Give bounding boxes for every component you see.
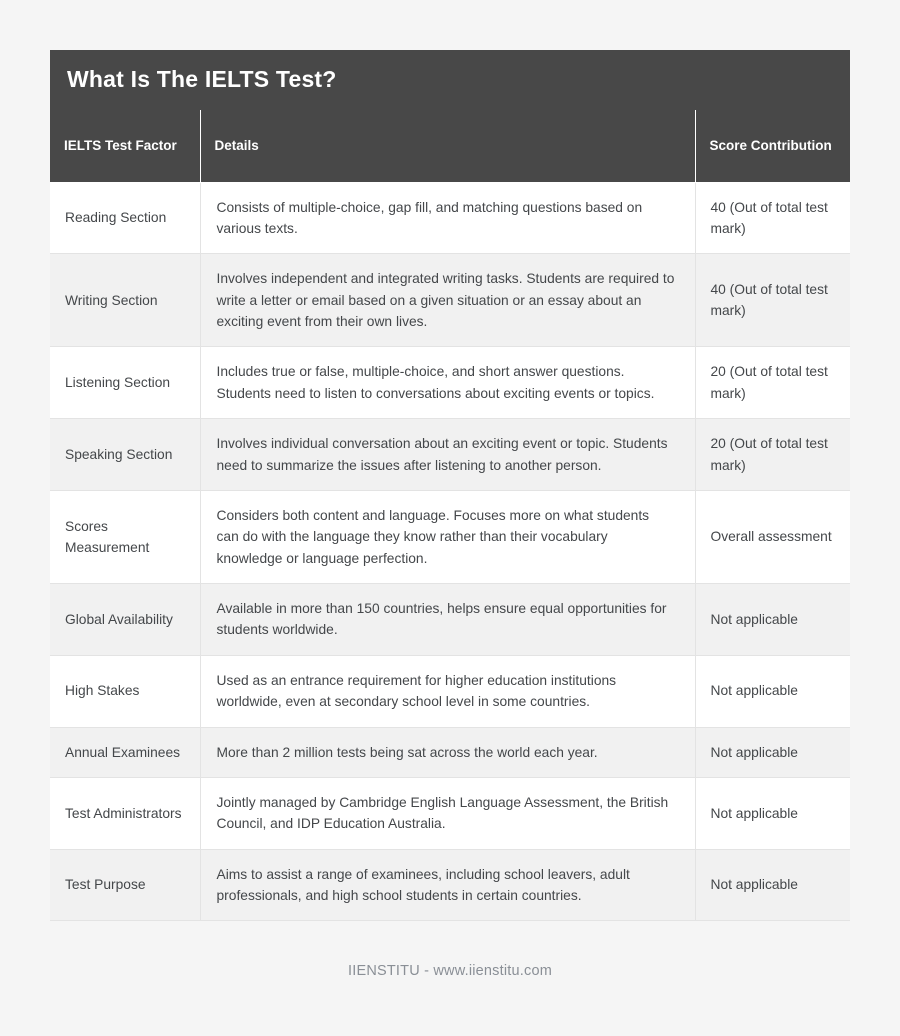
- table-row: [50, 490, 850, 583]
- cell-factor: Reading Section: [50, 182, 200, 254]
- cell-score: Not applicable: [695, 777, 850, 849]
- cell-score: 40 (Out of total test mark): [695, 254, 850, 347]
- table-row: [50, 655, 850, 727]
- footer-credit-text: IIENSTITU - www.iienstitu.com: [348, 963, 552, 979]
- table-row: [50, 254, 850, 347]
- footer-credit: [0, 963, 900, 979]
- cell-factor: Listening Section: [50, 347, 200, 419]
- table-row: [50, 849, 850, 921]
- page-title: [50, 50, 850, 110]
- cell-score: Not applicable: [695, 849, 850, 921]
- cell-details: Involves independent and integrated writing tasks. Students are required to write a letter or email based on a given situation or an essay about an exciting event from their own lives.: [200, 254, 695, 347]
- cell-factor: Speaking Section: [50, 419, 200, 491]
- column-header-score: Score Contribution: [695, 110, 850, 182]
- column-header-details: Details: [200, 110, 695, 182]
- cell-score: Overall assessment: [695, 490, 850, 583]
- cell-details: Available in more than 150 countries, helps ensure equal opportunities for students worldwide.: [200, 584, 695, 656]
- cell-details: More than 2 million tests being sat across the world each year.: [200, 727, 695, 777]
- column-header-factor: IELTS Test Factor: [50, 110, 200, 182]
- cell-details: Includes true or false, multiple-choice, and short answer questions. Students need to listen to conversations about exciting events or topics.: [200, 347, 695, 419]
- cell-factor: Annual Examinees: [50, 727, 200, 777]
- cell-details: Jointly managed by Cambridge English Language Assessment, the British Council, and IDP Education Australia.: [200, 777, 695, 849]
- table-row: [50, 347, 850, 419]
- table-header: [50, 110, 850, 182]
- table-header-row: [50, 110, 850, 182]
- cell-factor: Writing Section: [50, 254, 200, 347]
- cell-details: Aims to assist a range of examinees, including school leavers, adult professionals, and high school students in certain countries.: [200, 849, 695, 921]
- cell-score: Not applicable: [695, 584, 850, 656]
- ielts-info-table: [50, 110, 850, 921]
- cell-score: Not applicable: [695, 727, 850, 777]
- cell-score: 40 (Out of total test mark): [695, 182, 850, 254]
- table-row: [50, 727, 850, 777]
- cell-factor: Test Purpose: [50, 849, 200, 921]
- cell-factor: Global Availability: [50, 584, 200, 656]
- cell-score: 20 (Out of total test mark): [695, 419, 850, 491]
- page-title-text: What Is The IELTS Test?: [67, 66, 337, 93]
- cell-factor: Test Administrators: [50, 777, 200, 849]
- cell-score: Not applicable: [695, 655, 850, 727]
- cell-details: Consists of multiple-choice, gap fill, and matching questions based on various texts.: [200, 182, 695, 254]
- table-row: [50, 419, 850, 491]
- cell-factor: High Stakes: [50, 655, 200, 727]
- ielts-table-container: [50, 50, 850, 921]
- table-row: [50, 584, 850, 656]
- cell-score: 20 (Out of total test mark): [695, 347, 850, 419]
- table-body: [50, 182, 850, 921]
- cell-details: Considers both content and language. Focuses more on what students can do with the language they know rather than their vocabulary knowledge or language perfection.: [200, 490, 695, 583]
- cell-details: Involves individual conversation about an exciting event or topic. Students need to summarize the issues after listening to another person.: [200, 419, 695, 491]
- table-row: [50, 182, 850, 254]
- cell-details: Used as an entrance requirement for higher education institutions worldwide, even at secondary school level in some countries.: [200, 655, 695, 727]
- table-row: [50, 777, 850, 849]
- cell-factor: Scores Measurement: [50, 490, 200, 583]
